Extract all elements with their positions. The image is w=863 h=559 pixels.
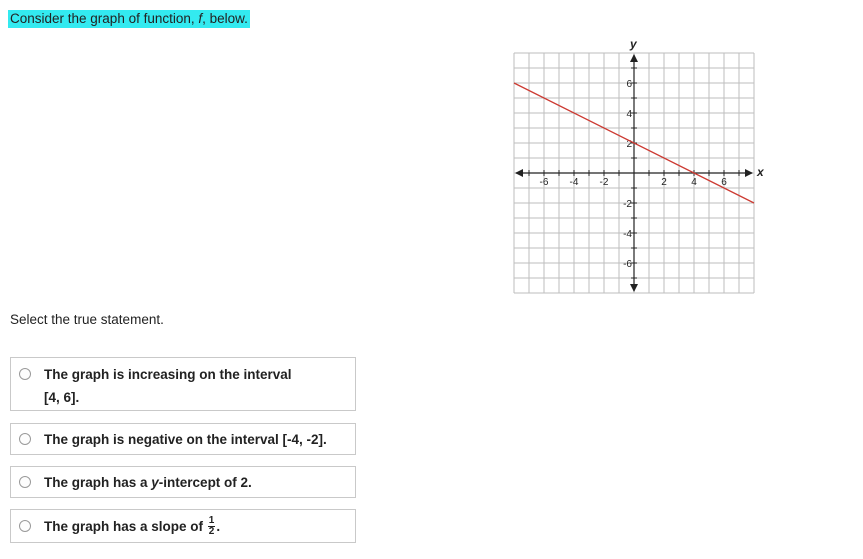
question-prompt: Consider the graph of function, f, below. — [10, 11, 248, 26]
y-axis-label: y — [630, 37, 637, 51]
x-axis-label: x — [757, 165, 764, 179]
select-instruction: Select the true statement. — [10, 312, 164, 327]
x-tick-label: 6 — [721, 177, 727, 188]
option-text: The graph is negative on the interval [-4, -2]. — [44, 432, 327, 447]
radio-button[interactable] — [19, 476, 31, 488]
y-axis-arrow-down — [630, 284, 638, 292]
slope-fraction: $\frac{1}{2}$ — [208, 514, 215, 537]
answer-option-slope[interactable] — [10, 509, 356, 543]
x-tick-label: -4 — [569, 177, 579, 188]
y-tick-label: 2 — [626, 139, 632, 150]
y-tick-label: -4 — [623, 229, 632, 240]
y-tick-label: 4 — [626, 109, 632, 120]
x-tick-label: 2 — [661, 177, 667, 188]
answer-option-y-intercept[interactable] — [10, 466, 356, 498]
x-tick-label: -6 — [539, 177, 549, 188]
x-tick-label: 4 — [691, 177, 697, 188]
option-text: The graph is increasing on the interval [4, 6]. — [44, 367, 292, 405]
option-text: The graph has a y-intercept of 2. — [44, 475, 252, 490]
answer-option-negative[interactable] — [10, 423, 356, 455]
y-tick-label: 6 — [626, 79, 632, 90]
function-graph — [505, 37, 767, 299]
x-tick-label: -2 — [599, 177, 609, 188]
y-axis-arrow-up — [630, 54, 638, 62]
x-axis-arrow-left — [515, 169, 523, 177]
y-tick-label: -2 — [623, 199, 632, 210]
x-axis-arrow-right — [745, 169, 753, 177]
axes — [515, 54, 753, 292]
radio-button[interactable] — [19, 368, 31, 380]
answer-option-increasing[interactable] — [10, 357, 356, 411]
radio-button[interactable] — [19, 520, 31, 532]
option-text: The graph has a slope of $\frac{1}{2}$ . — [44, 514, 221, 537]
y-tick-label: -6 — [623, 259, 632, 270]
radio-button[interactable] — [19, 433, 31, 445]
